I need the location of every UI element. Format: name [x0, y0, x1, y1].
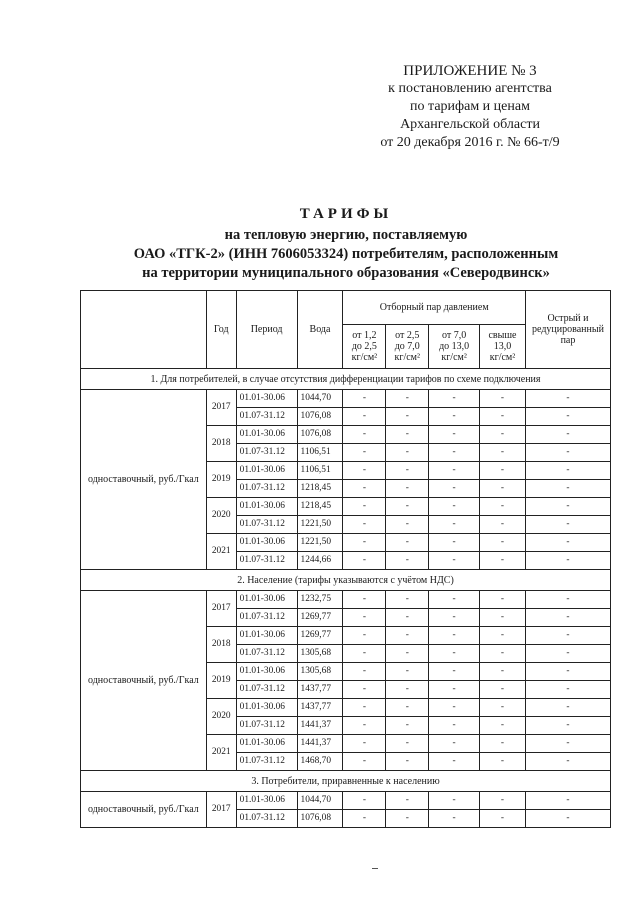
period-cell: 01.07-31.12 — [236, 516, 297, 534]
empty-tariff-cell: - — [480, 609, 526, 627]
header-pressure-unit: кг/см² — [489, 352, 516, 363]
period-cell: 01.01-30.06 — [236, 735, 297, 753]
water-tariff-cell: 1441,37 — [297, 735, 343, 753]
period-cell: 01.01-30.06 — [236, 498, 297, 516]
empty-tariff-cell: - — [429, 735, 480, 753]
empty-tariff-cell: - — [386, 810, 429, 828]
empty-tariff-cell: - — [525, 552, 610, 570]
empty-tariff-cell: - — [343, 627, 386, 645]
empty-tariff-cell: - — [525, 681, 610, 699]
empty-tariff-cell: - — [343, 753, 386, 771]
title-line: ОАО «ТГК-2» (ИНН 7606053324) потребителям, расположенным — [133, 246, 559, 262]
empty-tariff-cell: - — [480, 663, 526, 681]
empty-tariff-cell: - — [386, 534, 429, 552]
header-pressure-unit: кг/см² — [441, 352, 467, 363]
empty-tariff-cell: - — [386, 699, 429, 717]
empty-tariff-cell: - — [429, 516, 480, 534]
year-cell: 2017 — [206, 792, 236, 828]
empty-tariff-cell: - — [429, 627, 480, 645]
empty-tariff-cell: - — [525, 753, 610, 771]
empty-tariff-cell: - — [525, 408, 610, 426]
period-cell: 01.01-30.06 — [236, 462, 297, 480]
header-sharp-line: Острый и — [547, 313, 589, 324]
year-cell: 2017 — [206, 591, 236, 627]
empty-tariff-cell: - — [525, 810, 610, 828]
empty-tariff-cell: - — [525, 591, 610, 609]
empty-tariff-cell: - — [386, 516, 429, 534]
empty-tariff-cell: - — [343, 408, 386, 426]
section-title: 3. Потребители, приравненные к населению — [81, 771, 611, 792]
empty-tariff-cell: - — [429, 390, 480, 408]
empty-tariff-cell: - — [480, 591, 526, 609]
empty-tariff-cell: - — [480, 390, 526, 408]
period-cell: 01.07-31.12 — [236, 609, 297, 627]
empty-tariff-cell: - — [429, 645, 480, 663]
header-pressure-line: 13,0 — [493, 341, 512, 352]
empty-tariff-cell: - — [525, 426, 610, 444]
empty-tariff-cell: - — [343, 516, 386, 534]
empty-tariff-cell: - — [480, 462, 526, 480]
water-tariff-cell: 1244,66 — [297, 552, 343, 570]
empty-tariff-cell: - — [343, 444, 386, 462]
water-tariff-cell: 1305,68 — [297, 663, 343, 681]
section-row — [81, 369, 611, 390]
header-blank — [81, 291, 207, 369]
period-cell: 01.07-31.12 — [236, 810, 297, 828]
water-tariff-cell: 1437,77 — [297, 699, 343, 717]
year-cell: 2020 — [206, 699, 236, 735]
empty-tariff-cell: - — [386, 390, 429, 408]
water-tariff-cell: 1468,70 — [297, 753, 343, 771]
tariffs-body — [81, 369, 611, 828]
empty-tariff-cell: - — [525, 534, 610, 552]
header-pressure-unit: кг/см² — [351, 352, 378, 363]
empty-tariff-cell: - — [525, 717, 610, 735]
empty-tariff-cell: - — [525, 663, 610, 681]
header-pressure-1 — [343, 325, 386, 369]
empty-tariff-cell: - — [525, 498, 610, 516]
appendix-block — [340, 62, 600, 152]
appendix-date: от 20 декабря 2016 г. № 66-т/9 — [380, 135, 560, 150]
header-pressure-line: до 13,0 — [439, 341, 470, 352]
empty-tariff-cell: - — [386, 645, 429, 663]
empty-tariff-cell: - — [525, 609, 610, 627]
page-mark — [372, 868, 378, 869]
empty-tariff-cell: - — [480, 534, 526, 552]
section-row — [81, 570, 611, 591]
empty-tariff-cell: - — [480, 408, 526, 426]
empty-tariff-cell: - — [525, 627, 610, 645]
empty-tariff-cell: - — [429, 609, 480, 627]
section-title: 2. Население (тарифы указываются с учётом НДС) — [81, 570, 611, 591]
period-cell: 01.01-30.06 — [236, 534, 297, 552]
header-pressure-unit: кг/см² — [394, 352, 421, 363]
empty-tariff-cell: - — [525, 390, 610, 408]
period-cell: 01.07-31.12 — [236, 408, 297, 426]
header-pressure-line: до 7,0 — [394, 341, 420, 352]
empty-tariff-cell: - — [480, 681, 526, 699]
year-cell: 2019 — [206, 462, 236, 498]
tariff-type-label: одноставочный, руб./Гкал — [81, 591, 207, 771]
appendix-line: по тарифам и ценам — [410, 99, 530, 114]
empty-tariff-cell: - — [343, 426, 386, 444]
empty-tariff-cell: - — [343, 792, 386, 810]
empty-tariff-cell: - — [525, 480, 610, 498]
empty-tariff-cell: - — [429, 498, 480, 516]
empty-tariff-cell: - — [429, 444, 480, 462]
empty-tariff-cell: - — [480, 735, 526, 753]
empty-tariff-cell: - — [429, 753, 480, 771]
header-pressure-line: до 2,5 — [351, 341, 377, 352]
empty-tariff-cell: - — [343, 609, 386, 627]
header-pressure-4 — [480, 325, 526, 369]
header-pressure-3 — [429, 325, 480, 369]
empty-tariff-cell: - — [480, 480, 526, 498]
table-row — [81, 390, 611, 408]
period-cell: 01.01-30.06 — [236, 426, 297, 444]
period-cell: 01.01-30.06 — [236, 390, 297, 408]
period-cell: 01.01-30.06 — [236, 792, 297, 810]
empty-tariff-cell: - — [480, 498, 526, 516]
water-tariff-cell: 1269,77 — [297, 627, 343, 645]
period-cell: 01.01-30.06 — [236, 663, 297, 681]
table-row — [81, 792, 611, 810]
empty-tariff-cell: - — [429, 699, 480, 717]
empty-tariff-cell: - — [386, 408, 429, 426]
water-tariff-cell: 1232,75 — [297, 591, 343, 609]
period-cell: 01.07-31.12 — [236, 480, 297, 498]
empty-tariff-cell: - — [525, 645, 610, 663]
empty-tariff-cell: - — [386, 663, 429, 681]
empty-tariff-cell: - — [386, 609, 429, 627]
empty-tariff-cell: - — [429, 462, 480, 480]
header-sharp-steam — [525, 291, 610, 369]
empty-tariff-cell: - — [343, 591, 386, 609]
year-cell: 2019 — [206, 663, 236, 699]
empty-tariff-cell: - — [429, 408, 480, 426]
empty-tariff-cell: - — [429, 426, 480, 444]
empty-tariff-cell: - — [386, 498, 429, 516]
empty-tariff-cell: - — [480, 444, 526, 462]
empty-tariff-cell: - — [386, 480, 429, 498]
tariff-type-label: одноставочный, руб./Гкал — [81, 390, 207, 570]
water-tariff-cell: 1106,51 — [297, 444, 343, 462]
empty-tariff-cell: - — [429, 534, 480, 552]
period-cell: 01.07-31.12 — [236, 753, 297, 771]
empty-tariff-cell: - — [429, 663, 480, 681]
water-tariff-cell: 1305,68 — [297, 645, 343, 663]
empty-tariff-cell: - — [386, 444, 429, 462]
header-selected-steam: Отборный пар давлением — [343, 291, 525, 325]
empty-tariff-cell: - — [386, 735, 429, 753]
period-cell: 01.01-30.06 — [236, 627, 297, 645]
period-cell: 01.07-31.12 — [236, 717, 297, 735]
empty-tariff-cell: - — [386, 591, 429, 609]
header-year: Год — [206, 291, 236, 369]
empty-tariff-cell: - — [429, 792, 480, 810]
water-tariff-cell: 1044,70 — [297, 792, 343, 810]
empty-tariff-cell: - — [343, 552, 386, 570]
empty-tariff-cell: - — [343, 663, 386, 681]
empty-tariff-cell: - — [343, 735, 386, 753]
period-cell: 01.07-31.12 — [236, 552, 297, 570]
empty-tariff-cell: - — [343, 810, 386, 828]
empty-tariff-cell: - — [480, 627, 526, 645]
empty-tariff-cell: - — [429, 810, 480, 828]
empty-tariff-cell: - — [525, 516, 610, 534]
empty-tariff-cell: - — [480, 426, 526, 444]
empty-tariff-cell: - — [429, 681, 480, 699]
empty-tariff-cell: - — [386, 552, 429, 570]
tariff-type-label: одноставочный, руб./Гкал — [81, 792, 207, 828]
header-pressure-2 — [386, 325, 429, 369]
water-tariff-cell: 1106,51 — [297, 462, 343, 480]
empty-tariff-cell: - — [525, 444, 610, 462]
document-title — [80, 205, 612, 283]
empty-tariff-cell: - — [386, 426, 429, 444]
appendix-line: Архангельской области — [400, 117, 540, 132]
empty-tariff-cell: - — [343, 681, 386, 699]
water-tariff-cell: 1269,77 — [297, 609, 343, 627]
water-tariff-cell: 1221,50 — [297, 534, 343, 552]
empty-tariff-cell: - — [343, 498, 386, 516]
title-line: на территории муниципального образования «Северодвинск» — [142, 265, 550, 281]
empty-tariff-cell: - — [386, 627, 429, 645]
empty-tariff-cell: - — [480, 717, 526, 735]
section-row — [81, 771, 611, 792]
empty-tariff-cell: - — [343, 699, 386, 717]
water-tariff-cell: 1441,37 — [297, 717, 343, 735]
empty-tariff-cell: - — [343, 480, 386, 498]
header-pressure-line: от 7,0 — [441, 330, 467, 341]
header-pressure-line: свыше — [488, 330, 517, 341]
empty-tariff-cell: - — [480, 810, 526, 828]
header-sharp-line: пар — [560, 335, 576, 346]
header-water: Вода — [297, 291, 343, 369]
period-cell: 01.01-30.06 — [236, 591, 297, 609]
empty-tariff-cell: - — [386, 717, 429, 735]
tariffs-table — [80, 290, 611, 828]
title-heading: ТАРИФЫ — [299, 206, 393, 222]
empty-tariff-cell: - — [429, 717, 480, 735]
water-tariff-cell: 1076,08 — [297, 810, 343, 828]
empty-tariff-cell: - — [343, 717, 386, 735]
empty-tariff-cell: - — [343, 462, 386, 480]
water-tariff-cell: 1044,70 — [297, 390, 343, 408]
period-cell: 01.07-31.12 — [236, 645, 297, 663]
empty-tariff-cell: - — [386, 681, 429, 699]
section-title: 1. Для потребителей, в случае отсутствия дифференциации тарифов по схеме подключения — [81, 369, 611, 390]
year-cell: 2021 — [206, 534, 236, 570]
empty-tariff-cell: - — [386, 792, 429, 810]
empty-tariff-cell: - — [480, 792, 526, 810]
water-tariff-cell: 1218,45 — [297, 498, 343, 516]
year-cell: 2020 — [206, 498, 236, 534]
appendix-line: к постановлению агентства — [388, 81, 552, 96]
water-tariff-cell: 1076,08 — [297, 426, 343, 444]
water-tariff-cell: 1437,77 — [297, 681, 343, 699]
empty-tariff-cell: - — [386, 753, 429, 771]
period-cell: 01.01-30.06 — [236, 699, 297, 717]
empty-tariff-cell: - — [480, 753, 526, 771]
empty-tariff-cell: - — [480, 552, 526, 570]
year-cell: 2017 — [206, 390, 236, 426]
year-cell: 2018 — [206, 627, 236, 663]
period-cell: 01.07-31.12 — [236, 444, 297, 462]
period-cell: 01.07-31.12 — [236, 681, 297, 699]
empty-tariff-cell: - — [480, 645, 526, 663]
empty-tariff-cell: - — [429, 552, 480, 570]
empty-tariff-cell: - — [429, 591, 480, 609]
empty-tariff-cell: - — [480, 699, 526, 717]
empty-tariff-cell: - — [525, 792, 610, 810]
empty-tariff-cell: - — [525, 735, 610, 753]
empty-tariff-cell: - — [343, 645, 386, 663]
year-cell: 2018 — [206, 426, 236, 462]
appendix-number: ПРИЛОЖЕНИЕ № 3 — [403, 63, 537, 79]
empty-tariff-cell: - — [480, 516, 526, 534]
year-cell: 2021 — [206, 735, 236, 771]
table-row — [81, 591, 611, 609]
empty-tariff-cell: - — [386, 462, 429, 480]
water-tariff-cell: 1076,08 — [297, 408, 343, 426]
water-tariff-cell: 1218,45 — [297, 480, 343, 498]
header-period: Период — [236, 291, 297, 369]
empty-tariff-cell: - — [429, 480, 480, 498]
header-pressure-line: от 2,5 — [395, 330, 420, 341]
title-line: на тепловую энергию, поставляемую — [224, 227, 468, 243]
header-pressure-line: от 1,2 — [352, 330, 377, 341]
empty-tariff-cell: - — [343, 390, 386, 408]
header-sharp-line: редуцированный — [532, 324, 604, 335]
water-tariff-cell: 1221,50 — [297, 516, 343, 534]
empty-tariff-cell: - — [525, 462, 610, 480]
empty-tariff-cell: - — [343, 534, 386, 552]
empty-tariff-cell: - — [525, 699, 610, 717]
